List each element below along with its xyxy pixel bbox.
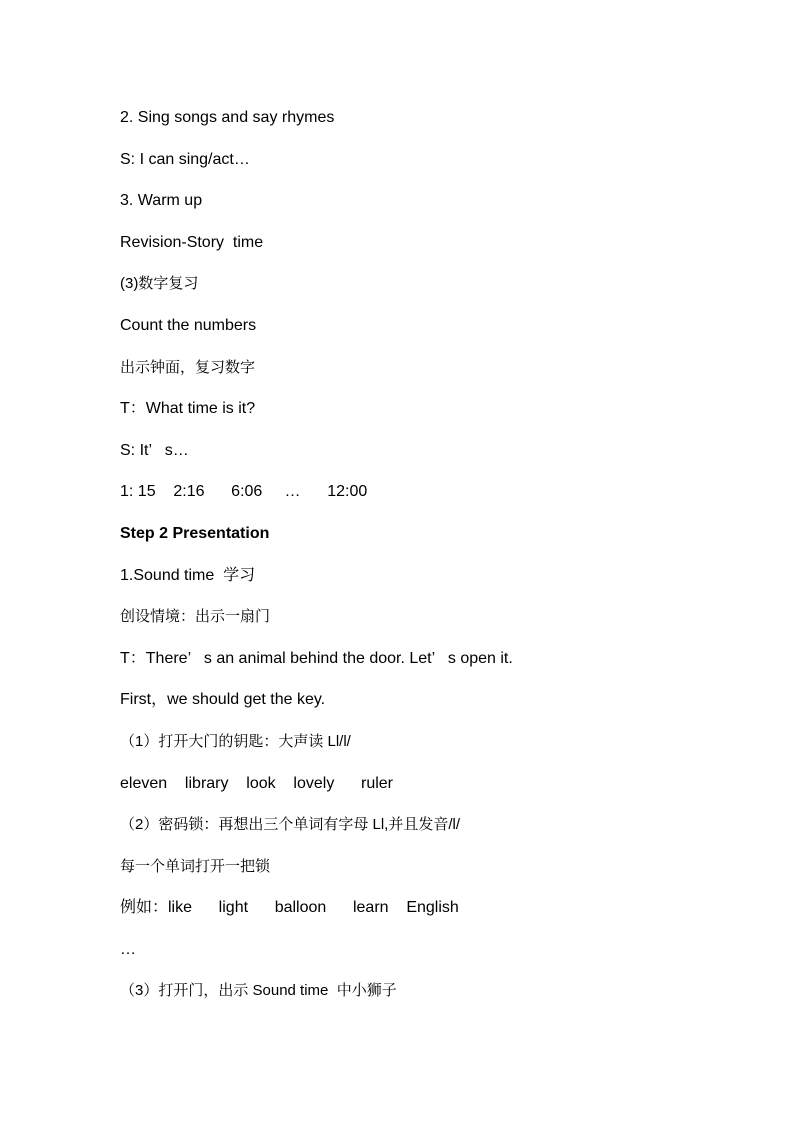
document-body [120,107,720,1022]
text-line-ellipsis: … [120,940,136,958]
text-line-each-word-lock: 每一个单词打开一把锁 [120,857,271,875]
text-line-teacher-question: T：What time is it? [120,400,256,418]
text-line-get-key: First，we should get the key. [120,691,326,709]
text-line-times: 1: 15 2:16 6:06 … 12:00 [120,483,368,501]
text-line-show-clock: 出示钟面，复习数字 [120,358,256,376]
text-line-count-numbers: Count the numbers [120,316,257,334]
text-line-sing-songs: 2. Sing songs and say rhymes [120,109,335,126]
text-line-word-list: eleven library look lovely ruler [120,774,393,792]
text-line-student-answer: S: It’ s… [120,441,189,459]
text-line-password-lock: （2）密码锁：再想出三个单词有字母 Ll,并且发音/l/ [120,816,461,834]
text-line-open-door-key: （1）打开大门的钥匙：大声读 Ll/l/ [120,732,351,750]
text-line-number-review: (3)数字复习 [120,275,199,293]
text-line-create-situation: 创设情境：出示一扇门 [120,608,271,626]
text-line-revision: Revision-Story time [120,233,264,251]
text-line-examples: 例如：like light balloon learn English [120,899,459,917]
text-line-animal-door: T：There’ s an animal behind the door. Let’ s open it. [120,649,513,667]
text-line-warm-up: 3. Warm up [120,192,203,210]
text-line-open-door-lion: （3）打开门，出示 Sound time 中小狮子 [120,982,397,1000]
text-line-sound-time: 1.Sound time 学习 [120,566,256,584]
text-line-student-response: S: I can sing/act… [120,150,250,168]
section-heading-presentation: Step 2 Presentation [120,524,270,542]
